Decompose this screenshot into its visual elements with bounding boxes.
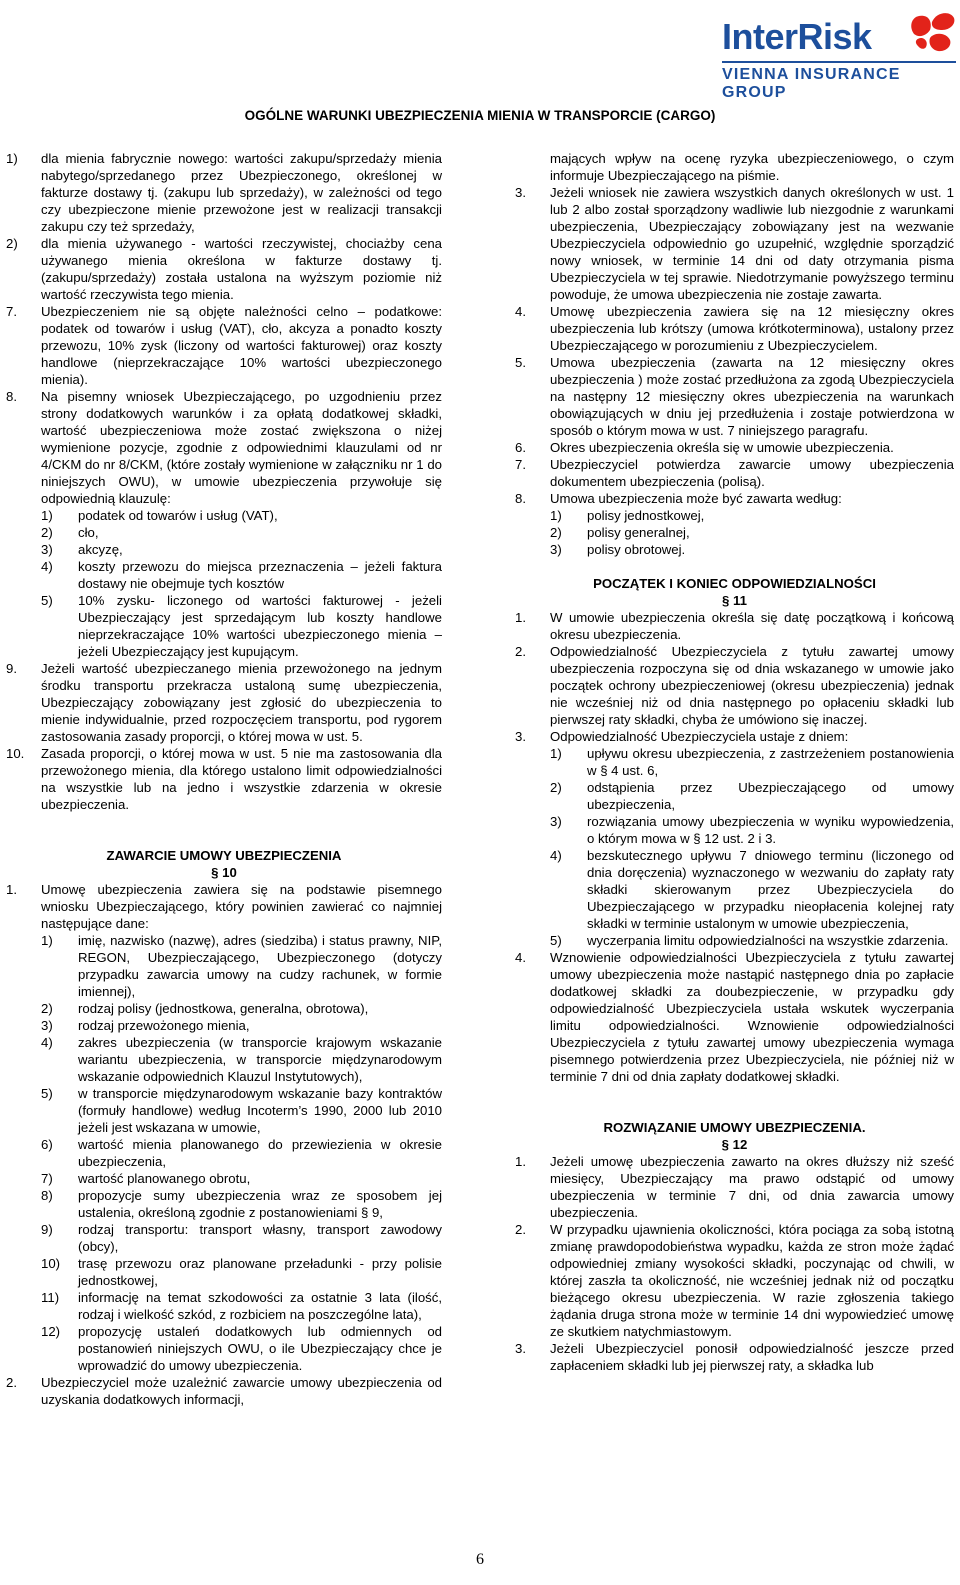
list-item [6,507,442,524]
item-number: 10) [41,1256,61,1271]
item-text: W przypadku ujawnienia okoliczności, która pociąga za sobą istotną zmianę prawdopodobieństwa wypadku, każda ze stron może żądać odpowiedniej zmiany wysokości składki, poczynając od chwili, w której zaszła ta okoliczność, nie wcześniej jednak niż od początku bieżącego okresu ubezpieczenia. W razie zgłoszenia takiego żądania druga strona może w terminie 14 dni wypowiedzieć umowę ze skutkiem natychmiastowym. [550,1222,954,1339]
item-text: Wznowienie odpowiedzialności Ubezpieczyciela z tytułu zawartej umowy ubezpieczenia może nastąpić następnego dnia po zapłacie dodatkowej składki za doubezpieczenie, w przypadku gdy odpowiedzialność Ubezpieczyciela ustała wskutek wyczerpania limitu odpowiedzialności. Wznowienie odpowiedzialności Ubezpieczyciela z tytułu zawartej umowy ubezpieczenia wymaga pisemnego potwierdzenia przez Ubezpieczyciela, nie później niż w terminie 7 dni od dnia zapłaty dodatkowej składki. [550,950,954,1084]
item-text: bezskutecznego upływu 7 dniowego terminu (liczonego od dnia doręczenia) wyznaczonego w wezwaniu do zapłaty raty składki skierowanym przez Ubezpieczyciela do Ubezpieczającego w przypadku nieopłacenia kolejnej raty składki w terminie ustalonym w umowie ubezpieczenia, [587,848,954,931]
list-item [515,847,954,932]
item-number: 1. [515,1154,526,1169]
item-text: zakres ubezpieczenia (w transporcie krajowym wskazanie wariantu ubezpieczenia, w transporcie międzynarodowym wskazanie odpowiednich Klauzul Instytutowych), [78,1035,442,1084]
list-item [6,1323,442,1374]
item-text: imię, nazwisko (nazwę), adres (siedziba) i status prawny, NIP, REGON, Ubezpieczającego, Ubezpieczonego (dotyczy przypadku zawarcia umowy na cudzy rachunek, w formie imiennej), [78,933,442,999]
list-item [6,1187,442,1221]
list-item [515,507,954,524]
logo-tagline: VIENNA INSURANCE GROUP [722,66,901,101]
item-text: Jeżeli wniosek nie zawiera wszystkich danych określonych w ust. 1 lub 2 albo został sporządzony wadliwie lub niezgodnie z warunkami ubezpieczenia, Ubezpieczający zobowiązany jest na wezwanie Ubezpieczyciela odpowiednio go uzupełnić, względnie sporządzić nowy wniosek, w terminie 14 dni od daty otrzymania pisma Ubezpieczyciela w tej sprawie. Niedotrzymanie powyższego terminu powoduje, że umowa ubezpieczenia nie zostaje zawarta. [550,185,954,302]
item-text: propozycje sumy ubezpieczenia wraz ze sposobem jej ustalenia, określoną zgodnie z postanowieniami § 9, [78,1188,442,1220]
item-number: 3) [550,542,562,557]
item-text: Ubezpieczyciel może uzależnić zawarcie umowy ubezpieczenia od uzyskania dodatkowych informacji, [41,1375,442,1407]
item-text: rozwiązania umowy ubezpieczenia w wyniku wypowiedzenia, o którym mowa w § 12 ust. 2 i 3. [587,814,954,846]
paragraph-11-4 [515,949,954,1085]
item-number: 3) [550,814,562,829]
item-text: 10% zysku- liczonego od wartości fakturowej - jeżeli Ubezpieczający jest sprzedającym lub koszty handlowe nieprzekraczające 10% wartości ubezpieczonego mienia – jeżeli Ubezpieczający jest kupującym. [78,593,442,659]
item-number: 5. [515,355,526,370]
section-heading: ZAWARCIE UMOWY UBEZPIECZENIA [106,848,342,863]
item-number: 7) [41,1171,53,1186]
item-number: 2. [515,644,526,659]
paragraph-10 [6,745,442,813]
item-text: Jeżeli wartość ubezpieczanego mienia przewożonego na jednym środku transportu przekracza ustaloną sumę ubezpieczenia, Ubezpieczający zobowiązany jest zgłosić do ubezpieczenia to mienie indywidualnie, przed rozpoczęciem transportu, pod rygorem zastosowania zasady proporcji, o której mowa w ust. 5. [41,661,442,744]
list-item [6,150,442,235]
item-number: 3. [515,729,526,744]
list-item [6,1034,442,1085]
item-text: dla mienia używanego - wartości rzeczywistej, chociażby cena używanego mienia określona w fakturze dostawy tj. (zakupu/sprzedaży) została ustalona na wyższym poziomie niż wartość rzeczywista tego mienia. [41,236,442,302]
item-text: propozycję ustaleń dodatkowych lub odmiennych od postanowień niniejszych OWU, o ile Ubezpieczający chce je wprowadzić do umowy ubezpieczenia. [78,1324,442,1373]
list-item [6,1017,442,1034]
item-number: 11) [41,1290,60,1305]
item-text: Jeżeli Ubezpieczyciel ponosił odpowiedzialność jeszcze przed zapłaceniem składki lub jej pierwszej raty, a składka lub [550,1341,954,1373]
list-item [515,524,954,541]
item-number: 8. [515,491,526,506]
item-text: wartość planowanego obrotu, [78,1171,251,1186]
item-number: 5) [41,1086,53,1101]
item-number: 1) [550,746,562,761]
item-number: 7. [515,457,526,472]
item-number: 8) [41,1188,53,1203]
list-item [6,932,442,1000]
item-number: 6. [515,440,526,455]
item-text: wyczerpania limitu odpowiedzialności na wszystkie zdarzenia. [587,933,949,948]
list-item [515,745,954,779]
item-number: 3) [41,542,53,557]
left-column [6,150,442,1408]
list-item [6,1255,442,1289]
item-number: 4) [41,559,53,574]
item-number: 4) [41,1035,53,1050]
item-text: wartość mienia planowanego do przewiezienia w okresie ubezpieczenia, [78,1137,442,1169]
item-text: Odpowiedzialność Ubezpieczyciela ustaje z dniem: [550,729,849,744]
paragraph-10-4 [515,303,954,354]
item-text: Umowę ubezpieczenia zawiera się na 12 miesięczny okres ubezpieczenia lub krótszy (umowa krótkoterminowa), ustalony przez Ubezpieczającego w porozumieniu z Ubezpieczycielem. [550,304,954,353]
item-text: polisy obrotowej. [587,542,686,557]
item-number: 1) [6,151,18,166]
list-item [6,592,442,660]
paragraph-10-3 [515,184,954,303]
list-item [6,1170,442,1187]
item-text: odstąpienia przez Ubezpieczającego od umowy ubezpieczenia, [587,780,954,812]
item-text: Zasada proporcji, o której mowa w ust. 5 nie ma zastosowania dla przewożonego mienia, dla którego ustalono limit odpowiedzialności na wszystkie lub na jedno i wszystkie zdarzenia w okresie ubezpieczenia. [41,746,442,812]
paragraph-10-2 [6,1374,442,1408]
item-text: polisy generalnej, [587,525,690,540]
paragraph-10-8 [515,490,954,507]
paragraph-10-5 [515,354,954,439]
section-heading: ROZWIĄZANIE UMOWY UBEZPIECZENIA. [603,1120,866,1135]
item-text: trasę przewozu oraz planowane przeładunki - przy polisie jednostkowej, [78,1256,442,1288]
section-number: § 11 [722,593,747,608]
list-item [6,524,442,541]
list-item [6,1221,442,1255]
item-text: Okres ubezpieczenia określa się w umowie ubezpieczenia. [550,440,894,455]
continuation-text [515,150,954,184]
item-text: Jeżeli umowę ubezpieczenia zawarto na okres dłuższy niż sześć miesięcy, Ubezpieczający ma prawo odstąpić od umowy ubezpieczenia w terminie 7 dni, od dnia zawarcia umowy ubezpieczenia. [550,1154,954,1220]
item-text: cło, [78,525,99,540]
item-text: Odpowiedzialność Ubezpieczyciela z tytułu zawartej umowy ubezpieczenia rozpoczyna się od dnia wskazanego w umowie jako początek ochrony ubezpieczeniowej (okresu ubezpieczenia) jednak nie wcześniej niż od dnia następnego po opłaceniu składki lub pierwszej raty składki, chyba że umówiono się inaczej. [550,644,954,727]
item-text: w transporcie międzynarodowym wskazanie bazy kontraktów (formuły handlowe) według Incoterm’s 1990, 2000 lub 2010 jeżeli jest wskazana w umowie, [78,1086,442,1135]
item-text: Umowę ubezpieczenia zawiera się na podstawie pisemnego wniosku Ubezpieczającego, który powinien zawierać co najmniej następujące dane: [41,882,442,931]
item-text: rodzaj przewożonego mienia, [78,1018,250,1033]
item-number: 1) [550,508,562,523]
item-text: upływu okresu ubezpieczenia, z zastrzeżeniem postanowienia w § 4 ust. 6, [587,746,954,778]
item-text: Ubezpieczeniem nie są objęte należności celno – podatkowe: podatek od towarów i usług (VAT), cło, akcyza a ponadto koszty przewozu, 10% zysk (liczony od wartości fakturowej) oraz koszty handlowe (nieprzekraczające 10% wartości ubezpieczonego mienia). [41,304,442,387]
list-item [6,1136,442,1170]
item-number: 4. [515,950,526,965]
item-text: dla mienia fabrycznie nowego: wartości zakupu/sprzedaży mienia nabytego/sprzedanego przez Ubezpieczonego, określonej w fakturze dostawy tj. (zakupu lub sprzedaży), w zależności od tego czy ubezpieczone mienie przewożone jest w realizacji transakcji zakupu czy też sprzedaży, [41,151,442,234]
item-text: podatek od towarów i usług (VAT), [78,508,278,523]
item-number: 3) [41,1018,53,1033]
item-number: 5) [550,933,562,948]
list-item [6,235,442,303]
interrisk-logo [722,6,956,101]
item-number: 2) [550,780,562,795]
item-number: 5) [41,593,53,608]
item-number: 3. [515,185,526,200]
item-number: 4. [515,304,526,319]
item-text: akcyzę, [78,542,123,557]
list-item [6,1085,442,1136]
paragraph-8 [6,388,442,507]
right-column [515,150,954,1374]
paragraph-10-6 [515,439,954,456]
paragraph-9 [6,660,442,745]
item-number: 12) [41,1324,61,1339]
list-item [515,541,954,558]
list-item [515,813,954,847]
item-number: 2. [515,1222,526,1237]
list-item [515,779,954,813]
item-number: 6) [41,1137,53,1152]
paragraph-10-1 [6,881,442,932]
item-text: informację na temat szkodowości za ostatnie 3 lata (ilość, rodzaj i wielkość szkód, z rozbiciem na poszczególne lata), [78,1290,442,1322]
list-item [6,541,442,558]
logo-wordmark: InterRisk [722,16,872,57]
item-text: W umowie ubezpieczenia określa się datę początkową i końcową okresu ubezpieczenia. [550,610,954,642]
item-text: Umowa ubezpieczenia może być zawarta według: [550,491,842,506]
section-heading: POCZĄTEK I KONIEC ODPOWIEDZIALNOŚCI [593,576,876,591]
paragraph-10-7 [515,456,954,490]
item-text: mających wpływ na ocenę ryzyka ubezpieczeniowego, o czym informuje Ubezpieczającego na piśmie. [550,151,954,183]
item-number: 4) [550,848,562,863]
item-text: Ubezpieczyciel potwierdza zawarcie umowy ubezpieczenia dokumentem ubezpieczenia (polisą). [550,457,954,489]
logo-divider [722,61,956,63]
item-number: 2) [6,236,18,251]
list-item [6,558,442,592]
logo-mark-icon [904,8,956,54]
item-text: rodzaj polisy (jednostkowa, generalna, obrotowa), [78,1001,369,1016]
item-text: Na pisemny wniosek Ubezpieczającego, po uzgodnieniu przez strony dodatkowych warunków i za opłatą dodatkowej składki, wartość ubezpieczeniowa może zostać zwiększona o niżej wymienione pozycje, zgodnie z odpowiednimi klauzulami od nr 4/CKM do nr 8/CKM, (które zostały wymienione w załączniku nr 1 do niniejszych OWU), w umowie ubezpieczenia przywołuje się odpowiednią klauzulę: [41,389,442,506]
paragraph-11-1 [515,609,954,643]
item-text: koszty przewozu do miejsca przeznaczenia – jeżeli faktura dostawy nie obejmuje tych kosztów [78,559,442,591]
section-number: § 10 [211,865,237,880]
item-number: 2) [41,1001,53,1016]
paragraph-7 [6,303,442,388]
section-number: § 12 [721,1137,748,1152]
paragraph-12-1 [515,1153,954,1221]
item-number: 2. [6,1375,17,1390]
item-number: 9. [6,661,17,676]
item-number: 10. [6,746,25,761]
paragraph-11-2 [515,643,954,728]
item-number: 1. [6,882,17,897]
item-number: 2) [550,525,562,540]
item-number: 1. [515,610,526,625]
item-number: 2) [41,525,53,540]
document-title: OGÓLNE WARUNKI UBEZPIECZENIA MIENIA W TRANSPORCIE (CARGO) [244,108,716,123]
paragraph-12-3 [515,1340,954,1374]
list-item [515,932,954,949]
paragraph-12-2 [515,1221,954,1340]
item-number: 9) [41,1222,53,1237]
item-number: 1) [41,933,53,948]
item-text: Umowa ubezpieczenia (zawarta na 12 miesięczny okres ubezpieczenia ) może zostać przedłużona za zgodą Ubezpieczyciela na następny 12 miesięczny okres ubezpieczenia na warunkach obowiązujących w dniu jej przedłużenia i zostaje potwierdzona w sposób o którym mowa w ust. 7 niniejszego paragrafu. [550,355,954,438]
item-number: 1) [41,508,53,523]
item-text: polisy jednostkowej, [587,508,705,523]
list-item [6,1000,442,1017]
item-text: rodzaj transportu: transport własny, transport zawodowy (obcy), [78,1222,442,1254]
page-number: 6 [476,1551,484,1568]
item-number: 7. [6,304,17,319]
item-number: 3. [515,1341,526,1356]
item-number: 8. [6,389,17,404]
list-item [6,1289,442,1323]
paragraph-11-3 [515,728,954,745]
